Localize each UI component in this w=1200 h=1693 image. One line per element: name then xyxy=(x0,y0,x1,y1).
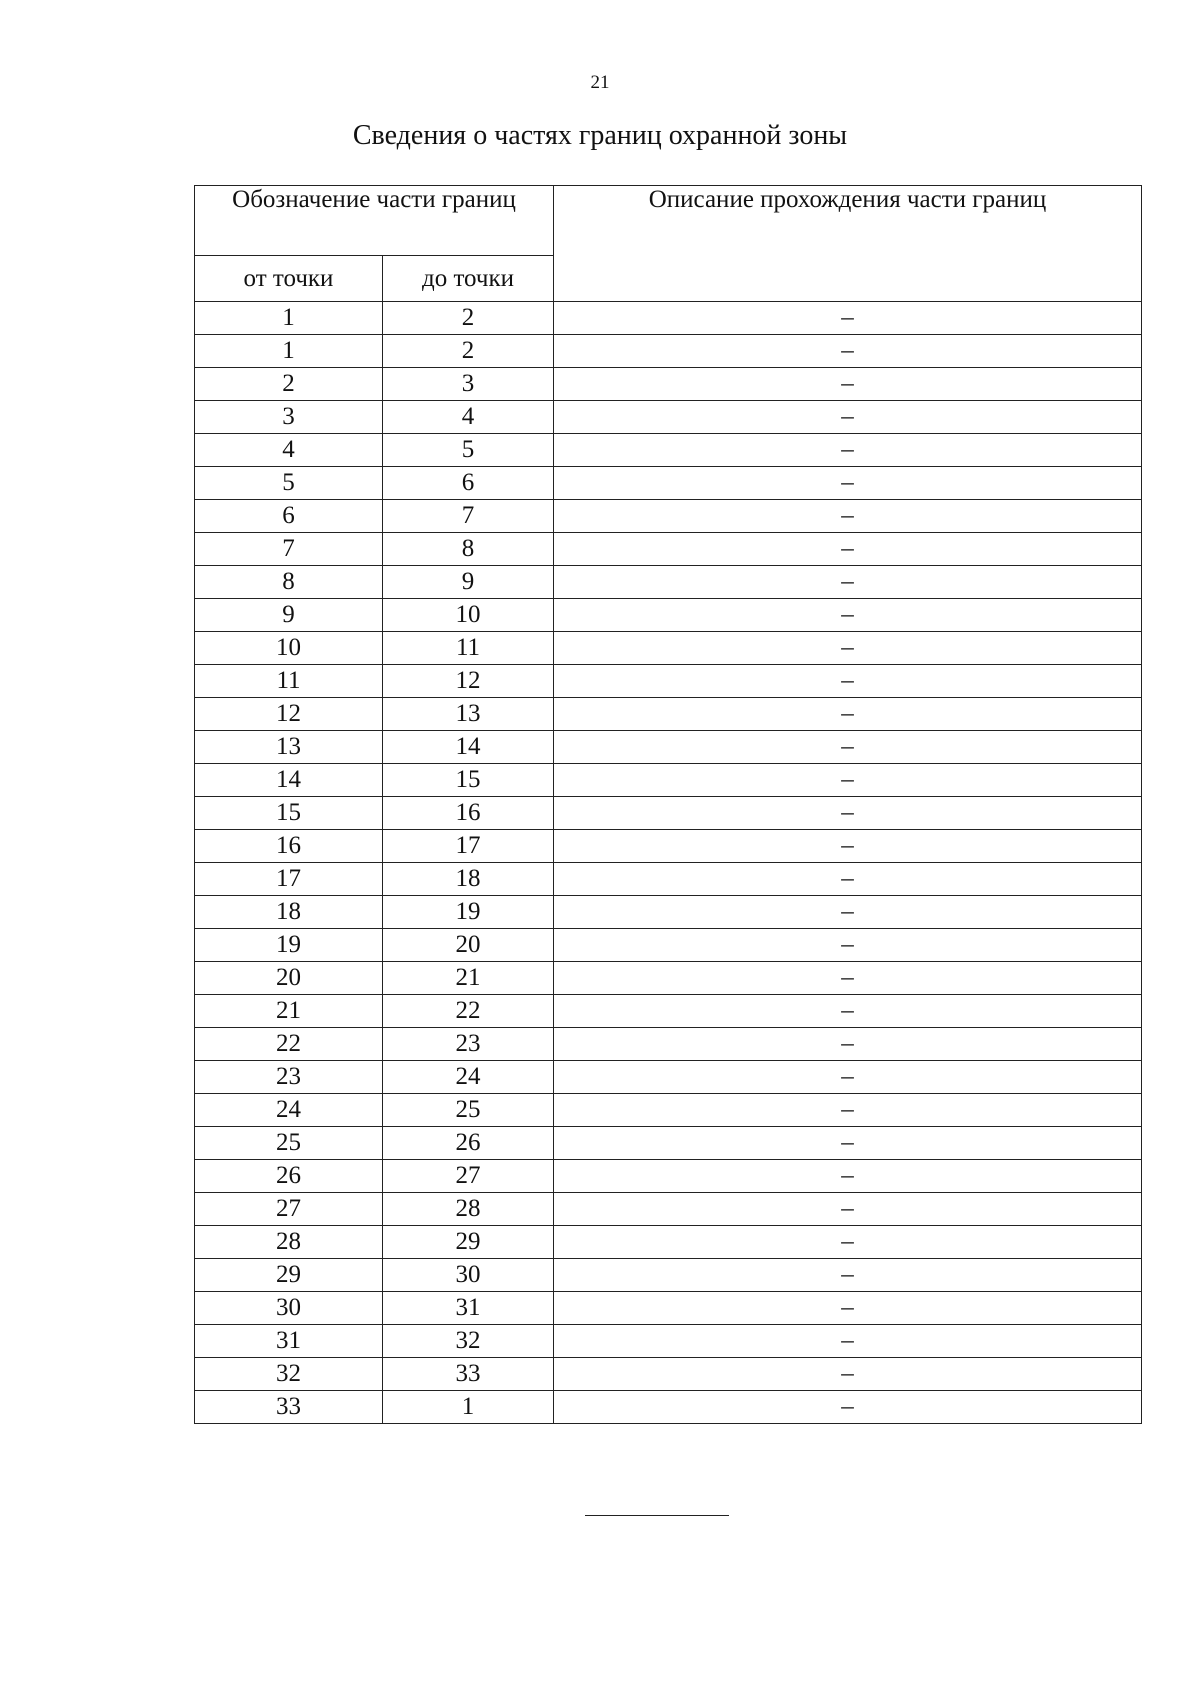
to-point-cell: 22 xyxy=(383,995,554,1028)
description-cell: – xyxy=(554,533,1142,566)
description-cell: – xyxy=(554,1028,1142,1061)
description-cell: – xyxy=(554,797,1142,830)
description-cell: – xyxy=(554,401,1142,434)
table-row xyxy=(195,1226,1142,1259)
table-row xyxy=(195,1358,1142,1391)
table-row xyxy=(195,533,1142,566)
from-point-cell: 33 xyxy=(195,1391,383,1424)
to-point-cell: 29 xyxy=(383,1226,554,1259)
header-from-point: от точки xyxy=(195,256,383,302)
header-boundary-description: Описание прохождения части границ xyxy=(554,186,1142,302)
description-cell: – xyxy=(554,1127,1142,1160)
description-cell: – xyxy=(554,368,1142,401)
description-cell: – xyxy=(554,599,1142,632)
table-row xyxy=(195,1193,1142,1226)
from-point-cell: 12 xyxy=(195,698,383,731)
table-row xyxy=(195,467,1142,500)
description-cell: – xyxy=(554,1325,1142,1358)
to-point-cell: 4 xyxy=(383,401,554,434)
table-row xyxy=(195,830,1142,863)
to-point-cell: 9 xyxy=(383,566,554,599)
from-point-cell: 8 xyxy=(195,566,383,599)
from-point-cell: 26 xyxy=(195,1160,383,1193)
to-point-cell: 25 xyxy=(383,1094,554,1127)
table-row xyxy=(195,335,1142,368)
table-row xyxy=(195,401,1142,434)
description-cell: – xyxy=(554,467,1142,500)
table-body xyxy=(195,302,1142,1424)
description-cell: – xyxy=(554,1094,1142,1127)
to-point-cell: 23 xyxy=(383,1028,554,1061)
from-point-cell: 22 xyxy=(195,1028,383,1061)
table-row xyxy=(195,764,1142,797)
table-row xyxy=(195,962,1142,995)
to-point-cell: 24 xyxy=(383,1061,554,1094)
description-cell: – xyxy=(554,665,1142,698)
from-point-cell: 7 xyxy=(195,533,383,566)
table-row xyxy=(195,566,1142,599)
description-cell: – xyxy=(554,896,1142,929)
description-cell: – xyxy=(554,962,1142,995)
to-point-cell: 30 xyxy=(383,1259,554,1292)
from-point-cell: 1 xyxy=(195,302,383,335)
from-point-cell: 10 xyxy=(195,632,383,665)
table-row xyxy=(195,302,1142,335)
from-point-cell: 17 xyxy=(195,863,383,896)
from-point-cell: 4 xyxy=(195,434,383,467)
from-point-cell: 3 xyxy=(195,401,383,434)
table-row xyxy=(195,500,1142,533)
from-point-cell: 23 xyxy=(195,1061,383,1094)
description-cell: – xyxy=(554,566,1142,599)
from-point-cell: 29 xyxy=(195,1259,383,1292)
to-point-cell: 19 xyxy=(383,896,554,929)
from-point-cell: 32 xyxy=(195,1358,383,1391)
to-point-cell: 2 xyxy=(383,302,554,335)
table-row xyxy=(195,599,1142,632)
description-cell: – xyxy=(554,698,1142,731)
description-cell: – xyxy=(554,632,1142,665)
table-row xyxy=(195,1028,1142,1061)
to-point-cell: 5 xyxy=(383,434,554,467)
to-point-cell: 26 xyxy=(383,1127,554,1160)
from-point-cell: 20 xyxy=(195,962,383,995)
description-cell: – xyxy=(554,1226,1142,1259)
to-point-cell: 31 xyxy=(383,1292,554,1325)
description-cell: – xyxy=(554,764,1142,797)
table-row xyxy=(195,1325,1142,1358)
to-point-cell: 20 xyxy=(383,929,554,962)
description-cell: – xyxy=(554,500,1142,533)
table-row xyxy=(195,1061,1142,1094)
from-point-cell: 6 xyxy=(195,500,383,533)
to-point-cell: 8 xyxy=(383,533,554,566)
to-point-cell: 11 xyxy=(383,632,554,665)
description-cell: – xyxy=(554,302,1142,335)
page-number: 21 xyxy=(590,72,610,93)
boundary-parts-table xyxy=(194,185,1142,1424)
to-point-cell: 12 xyxy=(383,665,554,698)
to-point-cell: 2 xyxy=(383,335,554,368)
table-row xyxy=(195,929,1142,962)
table-row xyxy=(195,1259,1142,1292)
from-point-cell: 27 xyxy=(195,1193,383,1226)
table-row xyxy=(195,1127,1142,1160)
header-to-point: до точки xyxy=(383,256,554,302)
to-point-cell: 10 xyxy=(383,599,554,632)
to-point-cell: 15 xyxy=(383,764,554,797)
table-row xyxy=(195,665,1142,698)
table-row xyxy=(195,1292,1142,1325)
to-point-cell: 1 xyxy=(383,1391,554,1424)
from-point-cell: 13 xyxy=(195,731,383,764)
description-cell: – xyxy=(554,1259,1142,1292)
closing-rule xyxy=(585,1515,729,1516)
table-header xyxy=(195,186,1142,302)
from-point-cell: 18 xyxy=(195,896,383,929)
description-cell: – xyxy=(554,434,1142,467)
from-point-cell: 5 xyxy=(195,467,383,500)
from-point-cell: 1 xyxy=(195,335,383,368)
to-point-cell: 17 xyxy=(383,830,554,863)
from-point-cell: 30 xyxy=(195,1292,383,1325)
to-point-cell: 3 xyxy=(383,368,554,401)
table-row xyxy=(195,863,1142,896)
to-point-cell: 16 xyxy=(383,797,554,830)
description-cell: – xyxy=(554,1292,1142,1325)
from-point-cell: 16 xyxy=(195,830,383,863)
from-point-cell: 24 xyxy=(195,1094,383,1127)
table-row xyxy=(195,1160,1142,1193)
description-cell: – xyxy=(554,1391,1142,1424)
table-row xyxy=(195,1391,1142,1424)
from-point-cell: 31 xyxy=(195,1325,383,1358)
description-cell: – xyxy=(554,731,1142,764)
from-point-cell: 2 xyxy=(195,368,383,401)
description-cell: – xyxy=(554,1193,1142,1226)
to-point-cell: 21 xyxy=(383,962,554,995)
from-point-cell: 19 xyxy=(195,929,383,962)
from-point-cell: 25 xyxy=(195,1127,383,1160)
table-row xyxy=(195,896,1142,929)
description-cell: – xyxy=(554,995,1142,1028)
description-cell: – xyxy=(554,1061,1142,1094)
to-point-cell: 28 xyxy=(383,1193,554,1226)
to-point-cell: 33 xyxy=(383,1358,554,1391)
description-cell: – xyxy=(554,335,1142,368)
to-point-cell: 18 xyxy=(383,863,554,896)
to-point-cell: 27 xyxy=(383,1160,554,1193)
description-cell: – xyxy=(554,1160,1142,1193)
to-point-cell: 13 xyxy=(383,698,554,731)
from-point-cell: 28 xyxy=(195,1226,383,1259)
table-row xyxy=(195,1094,1142,1127)
description-cell: – xyxy=(554,863,1142,896)
to-point-cell: 6 xyxy=(383,467,554,500)
description-cell: – xyxy=(554,929,1142,962)
description-cell: – xyxy=(554,1358,1142,1391)
from-point-cell: 14 xyxy=(195,764,383,797)
from-point-cell: 9 xyxy=(195,599,383,632)
document-title: Сведения о частях границ охранной зоны xyxy=(352,120,848,151)
table-row xyxy=(195,368,1142,401)
table-row xyxy=(195,995,1142,1028)
table-row xyxy=(195,698,1142,731)
from-point-cell: 21 xyxy=(195,995,383,1028)
to-point-cell: 7 xyxy=(383,500,554,533)
table-row xyxy=(195,434,1142,467)
to-point-cell: 14 xyxy=(383,731,554,764)
table-row xyxy=(195,797,1142,830)
header-boundary-designation: Обозначение части границ xyxy=(195,186,554,256)
table-row xyxy=(195,731,1142,764)
description-cell: – xyxy=(554,830,1142,863)
from-point-cell: 11 xyxy=(195,665,383,698)
to-point-cell: 32 xyxy=(383,1325,554,1358)
from-point-cell: 15 xyxy=(195,797,383,830)
table-row xyxy=(195,632,1142,665)
